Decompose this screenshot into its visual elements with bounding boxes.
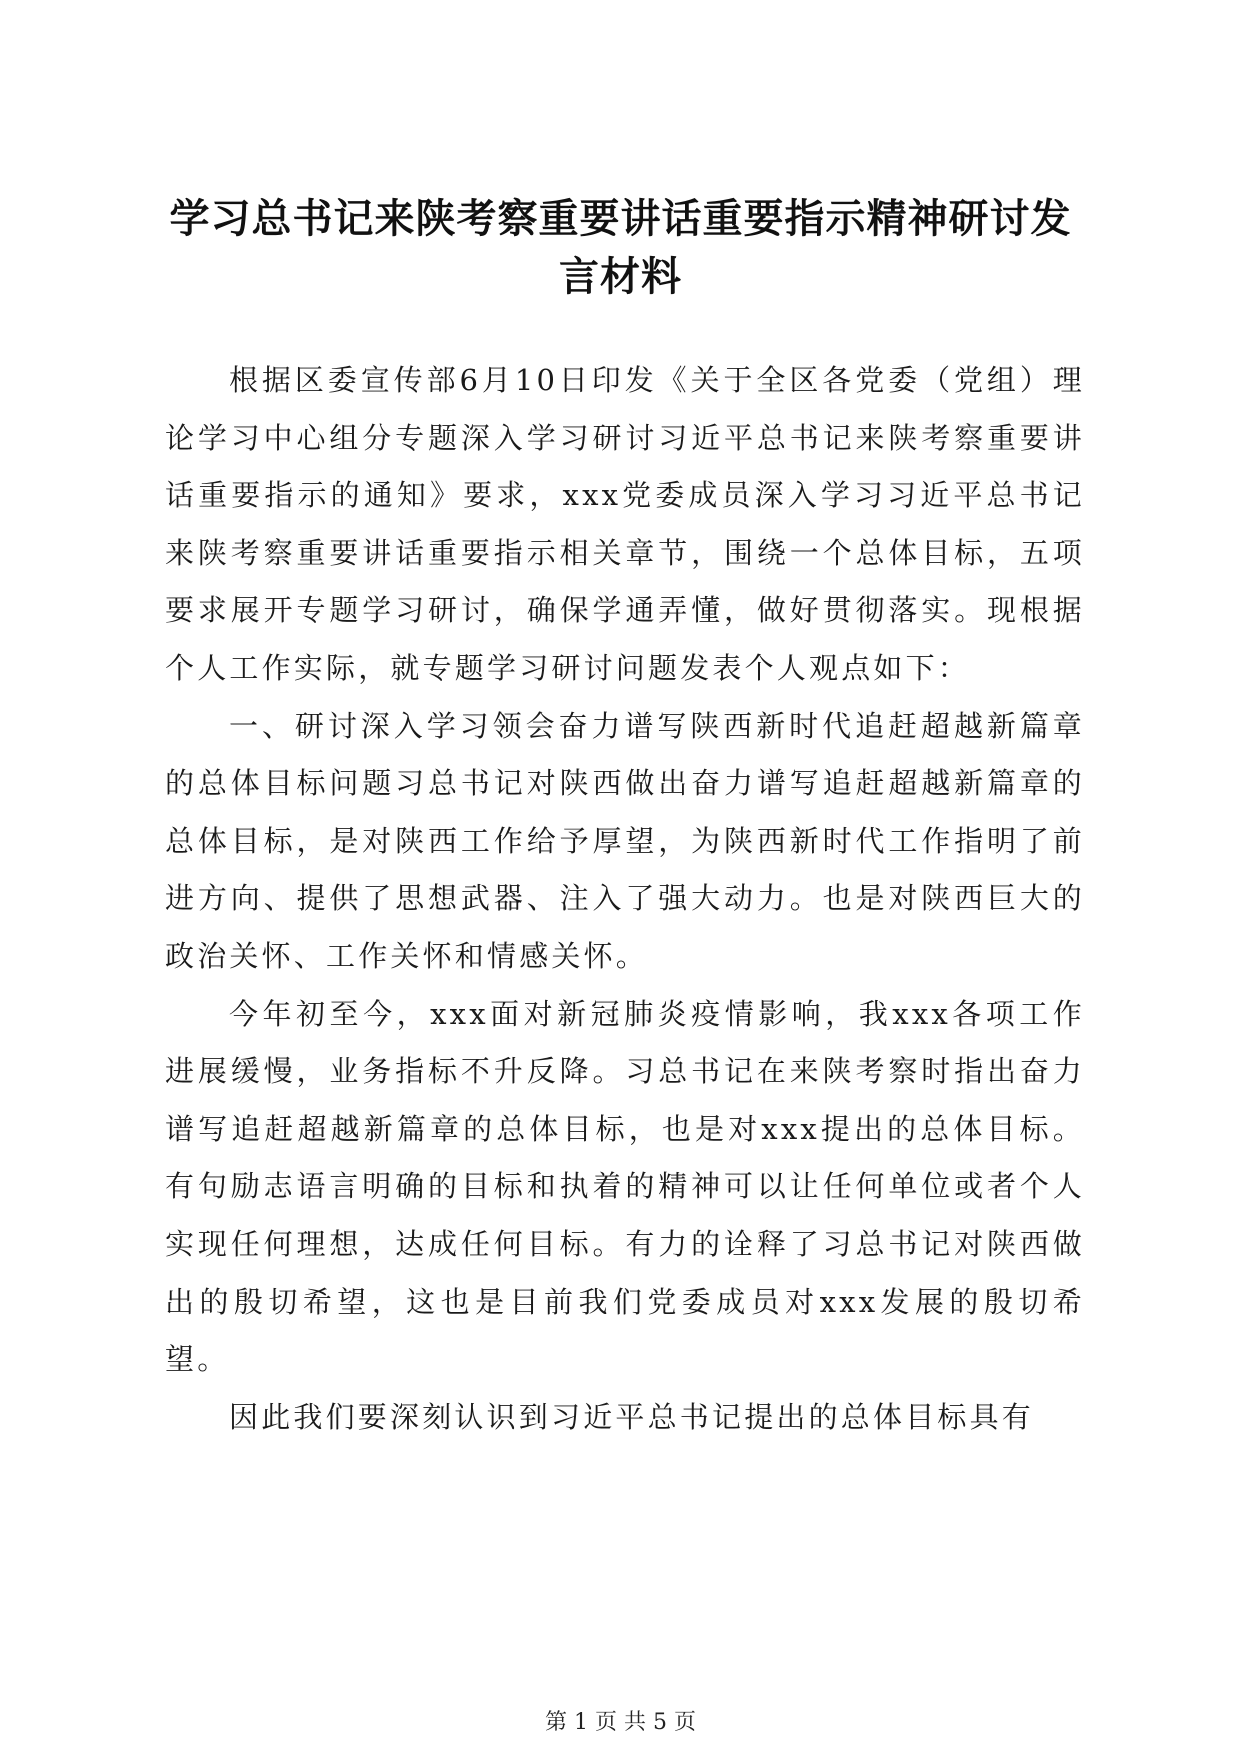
paragraph-therefore: 因此我们要深刻认识到习近平总书记提出的总体目标具有 bbox=[229, 1399, 1035, 1434]
paragraph-intro: 根据区委宣传部6月10日印发《关于全区各党委（党组）理论学习中心组分专题深入学习研讨习近平总书记来陕考察重要讲话重要指示的通知》要求，xxx党委成员深入学习习近平总书记来陕考察重要讲话重要指示相关章节，围绕一个总体目标，五项要求展开专题学习研讨，确保学通弄懂，做好贯彻落实。现根据个人工作实际，就专题学习研讨问题发表个人观点如下： bbox=[165, 363, 1085, 685]
paragraph-this-year: 今年初至今，xxx面对新冠肺炎疫情影响，我xxx各项工作进展缓慢，业务指标不升反降。习总书记在来陕考察时指出奋力谱写追赶超越新篇章的总体目标，也是对xxx提出的总体目标。有句励志语言明确的目标和执着的精神可以让任何单位或者个人实现任何理想，达成任何目标。有力的诠释了习总书记对陕西做出的殷切希望，这也是目前我们党委成员对xxx发展的殷切希望。 bbox=[165, 996, 1085, 1377]
paragraph-section-one: 一、研讨深入学习领会奋力谱写陕西新时代追赶超越新篇章的总体目标问题习总书记对陕西做出奋力谱写追赶超越新篇章的总体目标，是对陕西工作给予厚望，为陕西新时代工作指明了前进方向、提供了思想武器、注入了强大动力。也是对陕西巨大的政治关怀、工作关怀和情感关怀。 bbox=[165, 708, 1085, 973]
document-body bbox=[165, 352, 1085, 1446]
document-title: 学习总书记来陕考察重要讲话重要指示精神研讨发言材料 bbox=[169, 195, 1072, 300]
page-number-footer: 第 1 页 共 5 页 bbox=[545, 1710, 696, 1735]
